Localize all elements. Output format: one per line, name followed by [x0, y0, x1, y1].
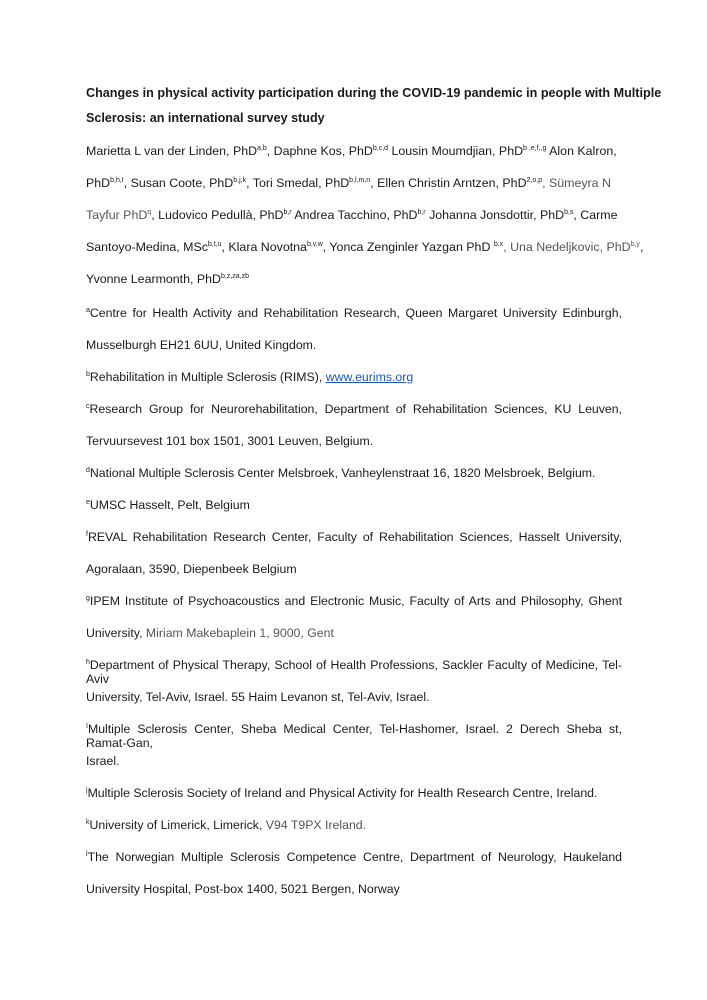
author-name: Tayfur PhD: [86, 208, 148, 222]
author-sup: b,z,za,zb: [221, 273, 250, 280]
author-line-3: [86, 208, 622, 222]
author-sup: b,r: [417, 209, 426, 216]
author-sup: b ,e,f,,g: [523, 145, 547, 152]
author-name: Alon Kalron,: [546, 144, 617, 158]
title-line-2: Sclerosis: an international survey study: [86, 111, 325, 125]
author-name: Andrea Tacchino, PhD: [291, 208, 418, 222]
author-name: Marietta L van der Linden, PhD: [86, 144, 258, 158]
eurims-link[interactable]: www.eurims.org: [325, 370, 414, 384]
author-name: , Tori Smedal, PhD: [246, 176, 350, 190]
affiliation-g-line-1: $^g$IPEM Institute of Psychoacoustics and Electronic Music, Faculty of Arts and Philosophy, Ghent: [86, 594, 622, 608]
author-name: PhD: [86, 176, 111, 190]
affiliation-k: $^k$University of Limerick, Limerick, V94 T9PX Ireland.: [86, 818, 367, 832]
affiliation-l-line-1: $^l$The Norwegian Multiple Sclerosis Competence Centre, Department of Neurology, Haukeland: [86, 850, 622, 864]
author-name: , Yonca Zenginler Yazgan PhD: [322, 240, 494, 254]
affiliation-h-line-1: $^h$Department of Physical Therapy, School of Health Professions, Sackler Faculty of Medicine, Tel-Aviv: [86, 658, 622, 686]
author-name: , Carme: [573, 208, 618, 222]
author-sup: b,s: [564, 209, 574, 216]
author-sup: q: [147, 209, 152, 216]
affiliation-e: $^e$UMSC Hasselt, Pelt, Belgium: [86, 498, 250, 512]
author-sup: b,l,m,n: [349, 177, 371, 184]
affiliation-b: $^b$Rehabilitation in Multiple Sclerosis (RIMS), www.eurims.org: [86, 370, 414, 384]
author-sup: b,x: [493, 241, 504, 248]
author-name: , Ludovico Pedullà, PhD: [151, 208, 284, 222]
author-name: ,: [639, 240, 644, 254]
affiliation-h-line-2: University, Tel-Aviv, Israel. 55 Haim Levanon st, Tel-Aviv, Israel.: [86, 690, 430, 704]
author-sup: b,v,w: [306, 241, 323, 248]
affiliation-i-line-1: $^I$Multiple Sclerosis Center, Sheba Medical Center, Tel-Hashomer, Israel. 2 Derech Sheba st, Ramat-Gan,: [86, 722, 622, 750]
affiliation-d: $^d$National Multiple Sclerosis Center Melsbroek, Vanheylenstraat 16, 1820 Melsbroek, Belgium.: [86, 466, 596, 480]
author-name: , Klara Novotna: [221, 240, 307, 254]
author-sup: a,b: [257, 145, 267, 152]
author-sup: b,h,I: [110, 177, 124, 184]
author-sup: b,r: [283, 209, 292, 216]
affiliation-a-line-2: Musselburgh EH21 6UU, United Kingdom.: [86, 338, 317, 352]
author-line-2: [86, 176, 622, 190]
author-line-4: [86, 240, 644, 254]
affiliation-f-line-2: Agoralaan, 3590, Diepenbeek Belgium: [86, 562, 297, 576]
affiliation-c-line-2: Tervuursevest 101 box 1501, 3001 Leuven, Belgium.: [86, 434, 374, 448]
affiliation-c-line-1: $^c$Research Group for Neurorehabilitation, Department of Rehabilitation Sciences, KU Leuven,: [86, 402, 622, 416]
author-name: Yvonne Learmonth, PhD: [86, 272, 222, 286]
author-sup: b,j,k: [233, 177, 247, 184]
affiliation-a-line-1: $^a$Centre for Health Activity and Rehabilitation Research, Queen Margaret University Edinburgh,: [86, 306, 622, 320]
author-sup: b,c,d: [372, 145, 389, 152]
author-sup: b,y: [630, 241, 640, 248]
author-name: , Ellen Christin Arntzen, PhD: [370, 176, 527, 190]
affiliation-f-line-1: $^f$REVAL Rehabilitation Research Center, Faculty of Rehabilitation Sciences, Hasselt University,: [86, 530, 622, 544]
affiliation-g-line-2: University, Miriam Makebaplein 1, 9000, Gent: [86, 626, 334, 640]
author-name: Johanna Jonsdottir, PhD: [425, 208, 565, 222]
author-name: , Daphne Kos, PhD: [266, 144, 373, 158]
author-name: Santoyo-Medina, MSc: [86, 240, 208, 254]
author-sup: 2,o,p: [526, 177, 543, 184]
title-line-1: Changes in physical activity participation during the COVID-19 pandemic in people with Multiple: [86, 86, 662, 100]
author-line-5: [86, 272, 622, 286]
author-name: Lousin Moumdjian, PhD: [388, 144, 524, 158]
author-line-1: [86, 144, 622, 158]
affiliation-i-line-2: Israel.: [86, 754, 120, 768]
author-sup: b,t,u: [207, 241, 222, 248]
affiliation-l-line-2: University Hospital, Post-box 1400, 5021 Bergen, Norway: [86, 882, 400, 896]
author-name: , Sümeyra N: [542, 176, 611, 190]
affiliation-j: $^j$Multiple Sclerosis Society of Ireland and Physical Activity for Health Research Centre, Ireland.: [86, 786, 598, 800]
author-name: , Susan Coote, PhD: [123, 176, 234, 190]
author-name: , Una Nedeljkovic, PhD: [503, 240, 631, 254]
